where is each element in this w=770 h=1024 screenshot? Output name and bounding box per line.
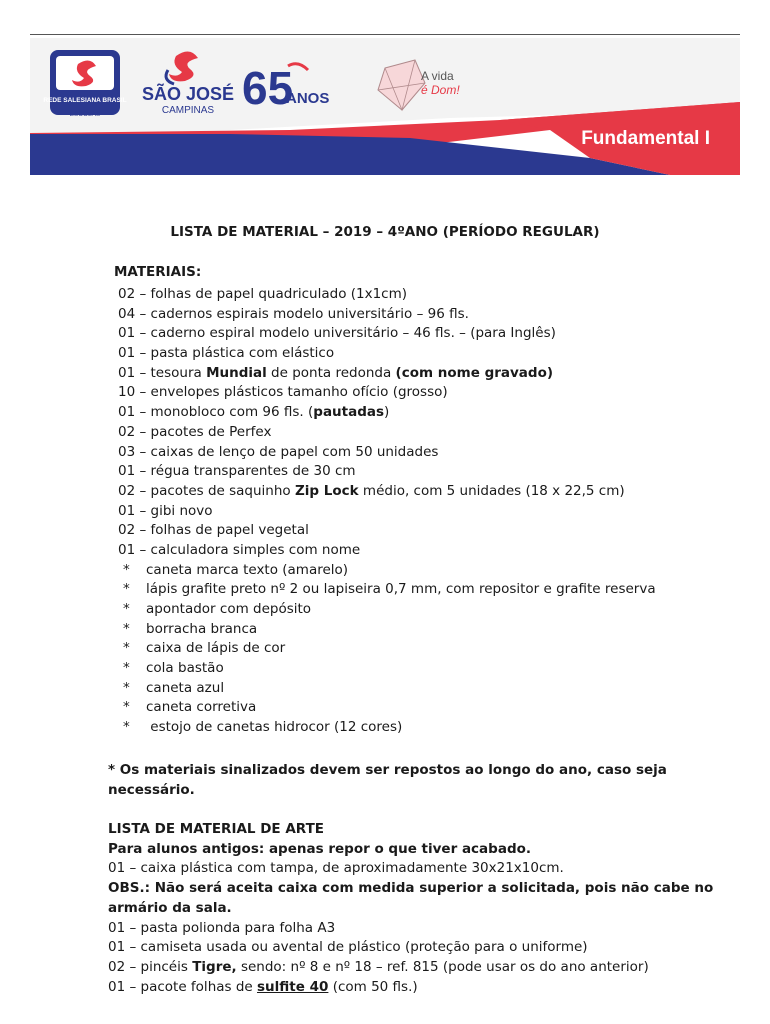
art-obs: OBS.: Não será aceita caixa com medida superior a solicitada, pois não cabe no armário da sala. [108, 880, 714, 916]
list-item: 01 – régua transparentes de 30 cm [118, 463, 356, 480]
star-list-item: * lápis grafite preto nº 2 ou lapiseira 0,7 mm, com repositor e grafite reserva [123, 581, 656, 598]
star-list-item: * apontador com depósito [123, 601, 312, 617]
svg-text:CAMPINAS: CAMPINAS [161, 105, 215, 116]
list-item: 02 – pacotes de Perfex [118, 423, 272, 440]
document-title: LISTA DE MATERIAL – 2019 – 4ºANO (PERÍODO REGULAR) [170, 224, 600, 240]
list-item: 01 – caderno espiral modelo universitário – 46 fls. – (para Inglês) [118, 325, 556, 342]
star-list-item: * caneta marca texto (amarelo) [123, 561, 349, 578]
art-heading: LISTA DE MATERIAL DE ARTE [108, 821, 325, 837]
svg-text:A vida: A vida [421, 69, 454, 83]
star-list-item: * caneta azul [123, 679, 225, 696]
list-item: 01 – camiseta usada ou avental de plástico (proteção para o uniforme) [108, 939, 588, 956]
star-list-item: * estojo de canetas hidrocor (12 cores) [123, 719, 403, 736]
list-item: 01 – caixa plástica com tampa, de aproximadamente 30x21x10cm. [108, 860, 564, 877]
list-item: 01 – tesoura Mundial de ponta redonda (com nome gravado) [118, 364, 554, 381]
list-item: 02 – folhas de papel quadriculado (1x1cm) [118, 286, 408, 302]
segment-label: Fundamental I [581, 128, 710, 149]
rede-salesiana-logo [43, 50, 126, 118]
star-list-item: * caixa de lápis de cor [123, 640, 286, 657]
svg-text:65: 65 [242, 62, 294, 114]
list-item: 01 – calculadora simples com nome [118, 541, 361, 558]
list-item: 01 – monobloco com 96 fls. (pautadas) [118, 404, 390, 421]
list-item: 01 – gibi novo [118, 502, 213, 519]
list-item: 01 – pasta plástica com elástico [118, 345, 335, 362]
list-item: 01 – pasta polionda para folha A3 [108, 919, 336, 936]
list-item: 02 – folhas de papel vegetal [118, 522, 309, 539]
list-item: 02 – pincéis Tigre, sendo: nº 8 e nº 18 – ref. 815 (pode usar os do ano anterior) [108, 958, 649, 975]
materials-list [118, 285, 758, 738]
svg-text:é Dom!: é Dom! [421, 83, 460, 97]
list-item: 04 – cadernos espirais modelo universitário – 96 fls. [118, 305, 469, 322]
list-item: 02 – pacotes de saquinho Zip Lock médio, com 5 unidades (18 x 22,5 cm) [118, 482, 625, 499]
svg-text:ESCOLAS: ESCOLAS [69, 111, 101, 118]
star-list-item: * cola bastão [123, 660, 224, 677]
art-materials-section [108, 820, 728, 997]
list-item: 01 – pacote folhas de sulfite 40 (com 50 fls.) [108, 978, 418, 995]
star-list-item: * caneta corretiva [123, 699, 257, 716]
list-item: 10 – envelopes plásticos tamanho ofício (grosso) [118, 384, 448, 401]
top-rule [30, 34, 740, 35]
replacement-note: * Os materiais sinalizados devem ser repostos ao longo do ano, caso seja necessário. [108, 762, 667, 798]
header-banner [30, 38, 740, 175]
art-subheading: Para alunos antigos: apenas repor o que tiver acabado. [108, 840, 532, 857]
svg-text:ANOS: ANOS [286, 90, 330, 107]
materials-heading: MATERIAIS: [114, 264, 202, 280]
svg-text:SÃO JOSÉ: SÃO JOSÉ [141, 84, 235, 104]
star-list-item: * borracha branca [123, 620, 258, 637]
list-item: 03 – caixas de lenço de papel com 50 unidades [118, 443, 439, 460]
svg-text:REDE SALESIANA BRASIL: REDE SALESIANA BRASIL [43, 97, 127, 104]
